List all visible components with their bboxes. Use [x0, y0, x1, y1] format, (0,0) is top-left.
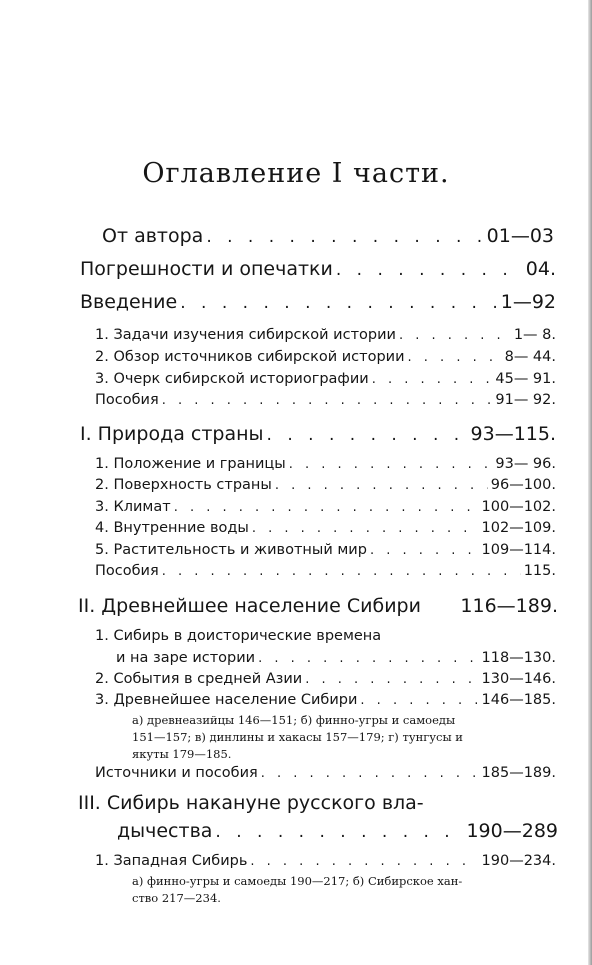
toc-subentry — [95, 765, 556, 781]
toc-note-line: 151—157; в) динлины и хакасы 157—179; г) тунгусы и — [132, 730, 463, 744]
dot-leader — [360, 693, 478, 708]
toc-page: 116—189. — [460, 595, 558, 617]
dot-leader — [215, 822, 463, 842]
toc-label: 3. Очерк сибирской историографии — [95, 371, 369, 387]
toc-page: 102—109. — [481, 520, 556, 536]
toc-entry-author — [102, 225, 554, 247]
dot-leader — [267, 425, 468, 445]
toc-page: 115. — [523, 563, 556, 579]
dot-leader — [275, 478, 488, 493]
toc-section-heading — [117, 820, 558, 842]
dot-leader — [408, 350, 502, 365]
toc-label: Введение — [80, 291, 178, 313]
toc-label: Пособия — [95, 563, 159, 579]
toc-section-heading — [80, 423, 556, 445]
toc-page: 190—234. — [481, 853, 556, 869]
toc-entry-introduction — [80, 291, 556, 313]
toc-subentry-line1: 1. Сибирь в доисторические времена — [95, 628, 382, 644]
toc-section-heading — [78, 595, 558, 617]
toc-subentry — [95, 853, 556, 869]
toc-page: 91— 92. — [495, 392, 556, 408]
toc-subentry — [116, 650, 556, 666]
dot-leader — [289, 457, 493, 472]
toc-label: 2. События в средней Азии — [95, 671, 303, 687]
toc-label: и на заре истории — [116, 650, 256, 666]
dot-leader — [399, 328, 511, 343]
toc-page: 100—102. — [481, 499, 556, 515]
dot-leader — [261, 766, 479, 781]
section-title-line1: III. Сибирь накануне русского вла- — [78, 792, 424, 814]
dot-leader — [250, 854, 478, 869]
toc-label: От автора — [102, 225, 204, 247]
toc-note-line: а) финно-угры и самоеды 190—217; б) Сибирское хан- — [132, 874, 463, 888]
toc-label: 5. Растительность и животный мир — [95, 542, 367, 558]
dot-leader — [305, 672, 478, 687]
toc-subentry — [95, 692, 556, 708]
toc-subentry — [95, 371, 556, 387]
toc-subentry — [95, 671, 556, 687]
toc-subentry — [95, 520, 556, 536]
section-title: дычества — [117, 820, 213, 842]
toc-subentry — [95, 542, 556, 558]
toc-label: 3. Древнейшее население Сибири — [95, 692, 358, 708]
toc-label: 2. Обзор источников сибирской истории — [95, 349, 405, 365]
dot-leader — [372, 372, 493, 387]
dot-leader — [370, 543, 479, 558]
dot-leader — [162, 564, 521, 579]
toc-label: Погрешности и опечатки — [80, 258, 333, 280]
toc-page: 8— 44. — [504, 349, 556, 365]
toc-label: Пособия — [95, 392, 159, 408]
toc-page: 130—146. — [481, 671, 556, 687]
toc-page: 1— 8. — [513, 327, 556, 343]
toc-subentry — [95, 349, 556, 365]
toc-label: 1. Положение и границы — [95, 456, 286, 472]
toc-label: 4. Внутренние воды — [95, 520, 249, 536]
toc-note-line: ство 217—234. — [132, 891, 221, 905]
section-title: I. Природа страны — [80, 423, 264, 445]
toc-subentry — [95, 327, 556, 343]
toc-note-line: якуты 179—185. — [132, 747, 232, 761]
toc-subentry — [95, 499, 556, 515]
toc-label: 1. Задачи изучения сибирской истории — [95, 327, 396, 343]
toc-page: 190—289 — [466, 820, 558, 842]
dot-leader — [336, 260, 523, 280]
toc-page: 96—100. — [490, 477, 556, 493]
toc-page: 45— 91. — [495, 371, 556, 387]
toc-page: 118—130. — [481, 650, 556, 666]
dot-leader — [252, 521, 479, 536]
toc-page: 04. — [525, 258, 556, 280]
toc-label: Источники и пособия — [95, 765, 258, 781]
toc-page: 93— 96. — [495, 456, 556, 472]
toc-page: 185—189. — [481, 765, 556, 781]
toc-subentry — [95, 563, 556, 579]
toc-page: 1—92 — [500, 291, 556, 313]
toc-label: 2. Поверхность страны — [95, 477, 272, 493]
dot-leader — [174, 500, 479, 515]
toc-page: 146—185. — [481, 692, 556, 708]
toc-page: 109—114. — [481, 542, 556, 558]
page-edge — [588, 0, 592, 965]
toc-subentry — [95, 392, 556, 408]
toc-subentry — [95, 456, 556, 472]
section-title: II. Древнейшее население Сибири — [78, 595, 421, 617]
dot-leader — [206, 227, 483, 247]
toc-page: 01—03 — [486, 225, 554, 247]
toc-page: 93—115. — [470, 423, 556, 445]
dot-leader — [180, 293, 498, 313]
toc-entry-errata — [80, 258, 556, 280]
toc-label: 1. Западная Сибирь — [95, 853, 248, 869]
page-title: Оглавление I части. — [142, 158, 450, 189]
toc-label: 3. Климат — [95, 499, 171, 515]
dot-leader — [258, 651, 478, 666]
toc-subentry — [95, 477, 556, 493]
toc-note-line: а) древнеазийцы 146—151; б) финно-угры и самоеды — [132, 713, 456, 727]
dot-leader — [162, 393, 493, 408]
